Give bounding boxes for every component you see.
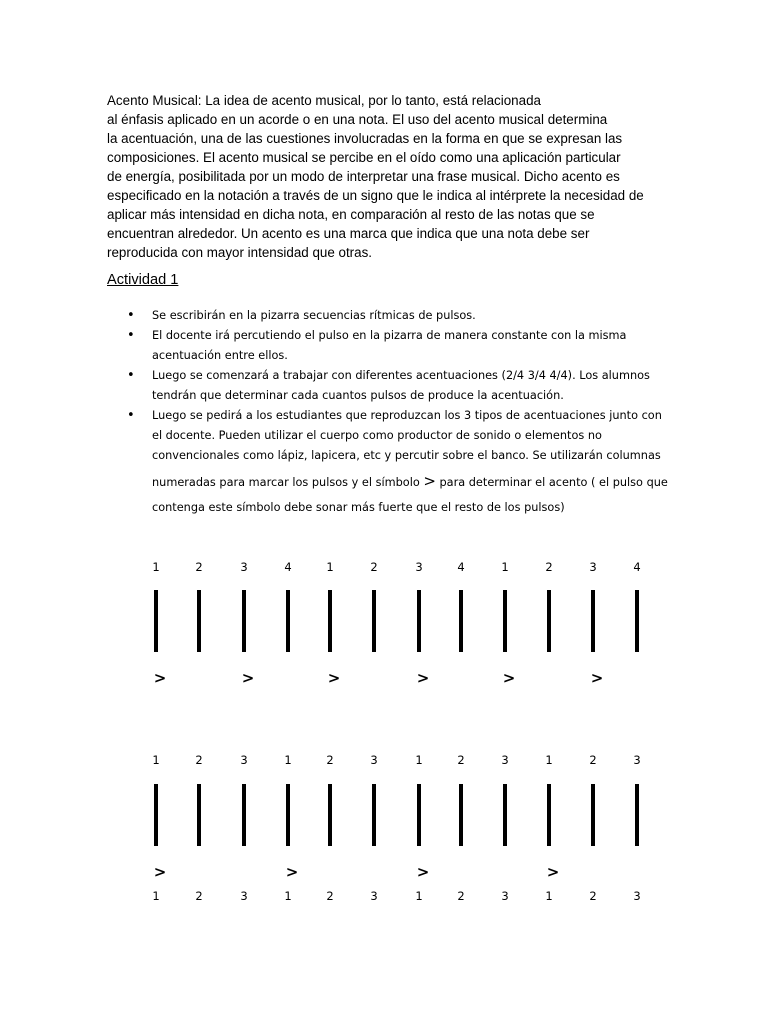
bullet-item [0,326,768,366]
accent-mark-icon: > [590,669,604,687]
pulse-bar [417,590,421,652]
beat-number-below: 3 [501,889,509,903]
bullet-line [0,466,768,498]
beat-number: 2 [326,753,334,767]
accent-mark-icon: > [546,863,560,881]
pulse-bar [286,784,290,846]
accent-mark-icon: > [416,669,430,687]
beat-number: 1 [326,560,334,574]
intro-line: de energía, posibilitada por un modo de interpretar una frase musical. Dicho acento es [107,169,620,184]
beat-number: 3 [240,560,248,574]
bullet-line: tendrán que determinar cada cuantos pulsos de produce la acentuación. [152,389,564,402]
beat-number: 1 [545,753,553,767]
accent-mark-icon: > [327,669,341,687]
bullet-line: Luego se comenzará a trabajar con diferentes acentuaciones (2/4 3/4 4/4). Los alumnos [152,369,650,382]
intro-line: la acentuación, una de las cuestiones involucradas en la forma en que se expresan las [107,131,623,146]
beat-number: 4 [284,560,292,574]
beat-number: 2 [457,753,465,767]
beat-number-below: 1 [152,889,160,903]
bullet-line-text: para determinar el acento ( el pulso que [435,476,668,489]
pulse-bar [372,590,376,652]
bullet-line: contenga este símbolo debe sonar más fuerte que el resto de los pulsos) [152,501,565,514]
pulse-bar [591,784,595,846]
bullet-item [0,406,768,518]
bullet-dot-icon: • [127,368,135,383]
pulse-bar [372,784,376,846]
pulse-bar [286,590,290,652]
pulse-bar [328,784,332,846]
beat-number: 1 [501,560,509,574]
intro-line: al énfasis aplicado en un acorde o en una nota. El uso del acento musical determina [107,112,608,127]
bullet-line: el docente. Pueden utilizar el cuerpo como productor de sonido o elementos no [152,429,602,442]
bullet-item [0,306,768,326]
beat-number-below: 1 [545,889,553,903]
beat-number-below: 3 [633,889,641,903]
pulse-bar [154,784,158,846]
beat-number-below: 2 [326,889,334,903]
bullet-line: El docente irá percutiendo el pulso en la pizarra de manera constante con la misma [152,329,627,342]
accent-mark-icon: > [416,863,430,881]
intro-paragraph [107,91,687,262]
activity-bullet-list [0,306,768,518]
bullet-line-text: numeradas para marcar los pulsos y el símbolo [152,476,424,489]
beat-number: 3 [415,560,423,574]
intro-line: especificado en la notación a través de un signo que le indica al intérprete la necesidad de [107,188,644,203]
accent-mark-icon: > [285,863,299,881]
pulse-bar [154,590,158,652]
pulse-bar [503,590,507,652]
accent-mark-icon: > [502,669,516,687]
beat-number: 2 [195,753,203,767]
bullet-dot-icon: • [127,408,135,423]
pulse-bar [547,784,551,846]
pulse-bar [242,784,246,846]
beat-number: 1 [152,560,160,574]
accent-mark-icon: > [153,863,167,881]
beat-number-below: 2 [457,889,465,903]
intro-line: aplicar más intensidad en dicha nota, en comparación al resto de las notas que se [107,207,595,222]
beat-number: 3 [589,560,597,574]
accent-icon: > [423,472,436,490]
beat-number-below: 2 [589,889,597,903]
intro-line: reproducida con mayor intensidad que otras. [107,245,372,260]
bullet-dot-icon: • [127,308,135,323]
beat-number-below: 3 [370,889,378,903]
intro-line: Acento Musical: La idea de acento musical, por lo tanto, está relacionada [107,93,541,108]
beat-number-below: 2 [195,889,203,903]
beat-number: 2 [545,560,553,574]
beat-number-below: 3 [240,889,248,903]
beat-number: 4 [457,560,465,574]
pulse-bar [197,784,201,846]
beat-number: 3 [501,753,509,767]
pulse-bar [503,784,507,846]
beat-number: 3 [370,753,378,767]
beat-number: 1 [152,753,160,767]
bullet-line: convencionales como lápiz, lapicera, etc y percutir sobre el banco. Se utilizarán columnas [152,449,661,462]
beat-number: 1 [284,753,292,767]
pulse-bar [591,590,595,652]
intro-line: composiciones. El acento musical se percibe en el oído como una aplicación particular [107,150,621,165]
beat-number: 2 [370,560,378,574]
pulse-bar [547,590,551,652]
pulse-bar [635,590,639,652]
beat-number: 2 [195,560,203,574]
intro-line: encuentran alrededor. Un acento es una marca que indica que una nota debe ser [107,226,590,241]
activity-title: Actividad 1 [107,272,179,288]
bullet-line: Se escribirán en la pizarra secuencias rítmicas de pulsos. [152,309,476,322]
beat-number: 3 [240,753,248,767]
bullet-item [0,366,768,406]
pulse-bar [197,590,201,652]
pulse-bar [417,784,421,846]
accent-mark-icon: > [153,669,167,687]
pulse-bar [459,590,463,652]
bullet-line: Luego se pedirá a los estudiantes que reproduzcan los 3 tipos de acentuaciones junto con [152,409,662,422]
beat-number: 3 [633,753,641,767]
beat-number: 4 [633,560,641,574]
accent-mark-icon: > [241,669,255,687]
pulse-bar [635,784,639,846]
pulse-bar [328,590,332,652]
beat-number: 2 [589,753,597,767]
beat-number-below: 1 [415,889,423,903]
pulse-bar [242,590,246,652]
pulse-bar [459,784,463,846]
beat-number-below: 1 [284,889,292,903]
beat-number: 1 [415,753,423,767]
bullet-line: acentuación entre ellos. [152,349,288,362]
bullet-dot-icon: • [127,328,135,343]
